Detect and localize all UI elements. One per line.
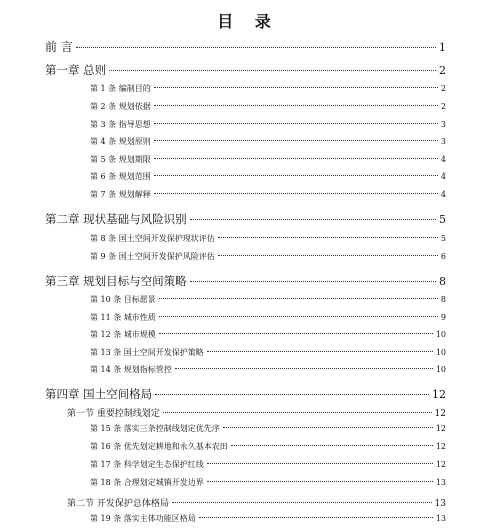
- dot-leader: [109, 70, 436, 71]
- toc-entry-text: 第 2 条 规划依据: [90, 102, 151, 111]
- toc-entry[interactable]: [90, 459, 446, 470]
- toc-entry-text: 第二节 开发保护总体格局: [67, 499, 169, 509]
- dot-leader: [231, 445, 433, 446]
- toc-entry-page: 9: [440, 313, 446, 322]
- toc-entry-text: 第 12 条 城市规模: [90, 330, 156, 339]
- dot-leader: [199, 517, 433, 518]
- toc-entry-text: 第 15 条 落实三条控制线划定优先序: [90, 424, 220, 433]
- toc-entry-text: 第 19 条 落实主体功能区格局: [90, 514, 196, 523]
- toc-entry[interactable]: [90, 119, 446, 130]
- toc-entry[interactable]: [90, 364, 446, 375]
- toc-entry-page: 12: [435, 424, 446, 433]
- toc-entry[interactable]: [90, 101, 446, 112]
- toc-entry-text: 第 14 条 规划指标管控: [90, 365, 172, 374]
- toc-entry-text: 第一节 重要控制线划定: [67, 409, 160, 419]
- toc-entry-text: 第 13 条 国土空间开发保护策略: [90, 348, 204, 357]
- toc-entry-page: 4: [440, 155, 446, 164]
- toc-entry-page: 13: [435, 514, 446, 523]
- toc-entry-page: 12: [432, 388, 446, 401]
- toc-entry[interactable]: [90, 136, 446, 147]
- toc-entry-text: 第 17 条 科学划定生态保护红线: [90, 460, 204, 469]
- toc-entry-page: 13: [434, 499, 446, 509]
- toc-entry-text: 第三章 规划目标与空间策略: [45, 274, 187, 288]
- toc-entry[interactable]: [90, 477, 446, 488]
- toc-entry-text: 第二章 现状基础与风险识别: [45, 212, 187, 226]
- toc-entry[interactable]: [45, 386, 446, 402]
- toc-entry[interactable]: [90, 513, 446, 524]
- toc-entry[interactable]: [90, 441, 446, 452]
- dot-leader: [154, 193, 438, 194]
- toc-entry-page: 5: [440, 234, 446, 243]
- toc-entry[interactable]: [90, 189, 446, 200]
- toc-entry[interactable]: [67, 496, 446, 509]
- toc-entry-text: 第一章 总则: [45, 63, 107, 77]
- toc-entry-text: 前 言: [45, 40, 73, 54]
- toc-entry-text: 第 5 条 规划期限: [90, 155, 151, 164]
- toc-entry-page: 2: [440, 84, 446, 93]
- dot-leader: [155, 394, 429, 395]
- dot-leader: [76, 47, 436, 48]
- toc-entry-page: 2: [439, 64, 446, 77]
- toc-entry[interactable]: [90, 251, 446, 262]
- toc-entry-text: 第 7 条 规划解释: [90, 190, 151, 199]
- toc-entry-page: 3: [440, 120, 446, 129]
- toc-entry[interactable]: [45, 38, 446, 55]
- toc-entry-text: 第 4 条 规划原则: [90, 137, 151, 146]
- toc-entry-text: 第 16 条 优先划定耕地和永久基本农田: [90, 442, 228, 451]
- toc-entry-page: 4: [440, 190, 446, 199]
- dot-leader: [218, 237, 438, 238]
- toc-entry-text: 第 9 条 国土空间开发保护风险评估: [90, 252, 215, 261]
- toc-entry-page: 10: [435, 348, 446, 357]
- toc-entry[interactable]: [45, 273, 446, 289]
- dot-leader: [175, 368, 433, 369]
- dot-leader: [207, 463, 433, 464]
- toc-entry[interactable]: [90, 233, 446, 244]
- dot-leader: [159, 316, 438, 317]
- toc-entry[interactable]: [67, 406, 446, 419]
- toc-entry-page: 1: [439, 41, 446, 54]
- toc-entry-text: 第 6 条 规划范围: [90, 172, 151, 181]
- toc-entry-text: 第 18 条 合理划定城镇开发边界: [90, 478, 204, 487]
- toc-entry-text: 第 10 条 目标愿景: [90, 295, 156, 304]
- toc-entry[interactable]: [90, 154, 446, 165]
- dot-leader: [207, 351, 433, 352]
- toc-entry[interactable]: [45, 62, 446, 78]
- toc-entry-page: 8: [439, 275, 446, 288]
- dot-leader: [154, 175, 438, 176]
- dot-leader: [207, 481, 433, 482]
- toc-title: 目 录: [217, 12, 279, 31]
- dot-leader: [154, 87, 438, 88]
- dot-leader: [154, 140, 438, 141]
- toc-entry-text: 第 3 条 指导思想: [90, 120, 151, 129]
- toc-entry-page: 6: [440, 252, 446, 261]
- dot-leader: [159, 333, 433, 334]
- dot-leader: [154, 105, 438, 106]
- toc-entry-text: 第 1 条 编制目的: [90, 84, 151, 93]
- dot-leader: [172, 502, 432, 503]
- toc-entry-page: 5: [439, 213, 446, 226]
- dot-leader: [154, 158, 438, 159]
- toc-entry-page: 10: [435, 330, 446, 339]
- toc-entry-page: 12: [435, 460, 446, 469]
- toc-entry-page: 8: [440, 295, 446, 304]
- toc-entry[interactable]: [90, 171, 446, 182]
- toc-entry-text: 第四章 国土空间格局: [45, 387, 153, 401]
- toc-entry[interactable]: [45, 211, 446, 227]
- toc-entry[interactable]: [90, 423, 446, 434]
- dot-leader: [154, 123, 438, 124]
- toc-entry[interactable]: [90, 294, 446, 305]
- toc-entry-page: 3: [440, 137, 446, 146]
- dot-leader: [190, 219, 436, 220]
- dot-leader: [163, 412, 432, 413]
- toc-entry-page: 13: [435, 478, 446, 487]
- dot-leader: [218, 255, 438, 256]
- toc-entry[interactable]: [90, 329, 446, 340]
- toc-entry[interactable]: [90, 312, 446, 323]
- dot-leader: [190, 281, 436, 282]
- dot-leader: [223, 427, 433, 428]
- toc-entry[interactable]: [90, 83, 446, 94]
- toc-entry-text: 第 11 条 城市性质: [90, 313, 156, 322]
- toc-entry-page: 2: [440, 102, 446, 111]
- toc-entry-page: 4: [440, 172, 446, 181]
- dot-leader: [159, 298, 438, 299]
- toc-entry-page: 10: [435, 365, 446, 374]
- toc-entry[interactable]: [90, 347, 446, 358]
- toc-entry-text: 第 8 条 国土空间开发保护现状评估: [90, 234, 215, 243]
- toc-entry-page: 12: [434, 409, 446, 419]
- toc-entry-page: 12: [435, 442, 446, 451]
